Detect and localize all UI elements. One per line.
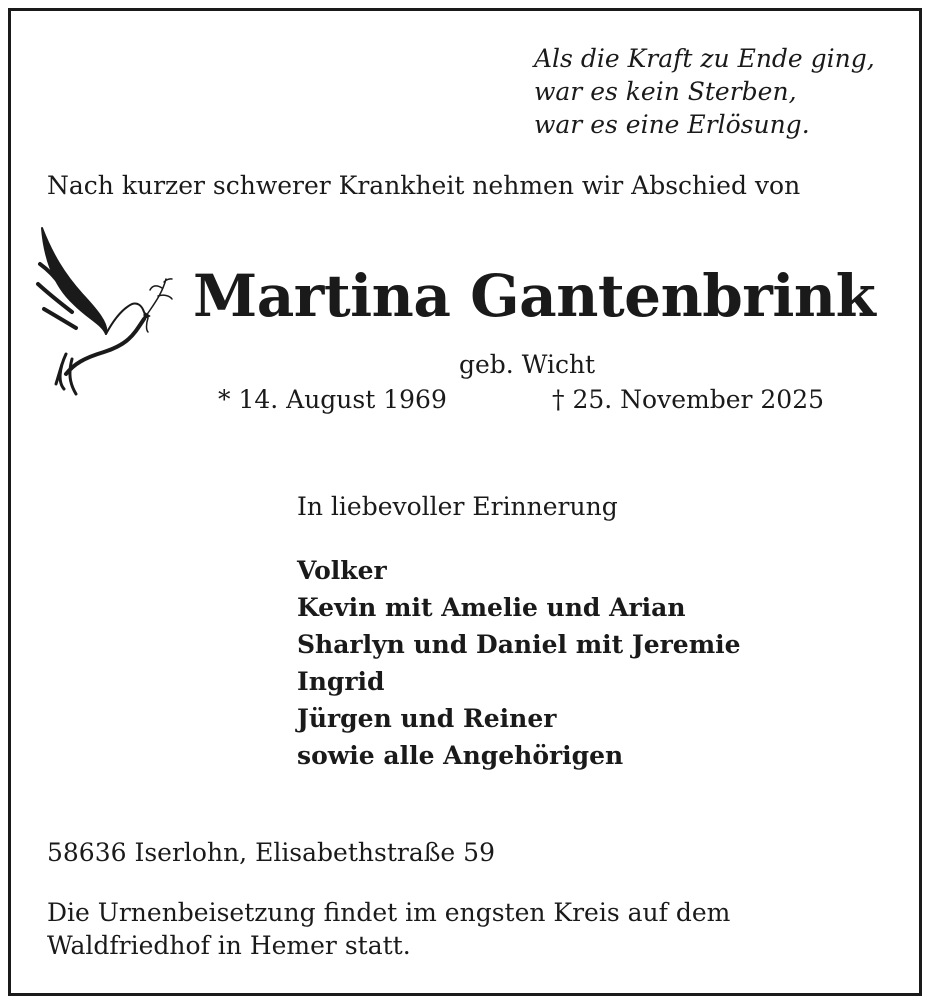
death-date: † 25. November 2025 — [552, 385, 825, 414]
memory-line: In liebevoller Erinnerung — [297, 492, 618, 521]
maiden-name: geb. Wicht — [459, 350, 596, 379]
family-member: sowie alle Angehörigen — [297, 741, 624, 770]
deceased-name: Martina Gantenbrink — [193, 262, 876, 330]
address: 58636 Iserlohn, Elisabethstraße 59 — [47, 838, 495, 867]
quote — [534, 42, 875, 141]
quote-line: war es kein Sterben, — [534, 77, 797, 106]
burial-line: Die Urnenbeisetzung findet im engsten Kreis auf dem — [47, 898, 731, 927]
dove-with-olive-branch-icon — [34, 224, 174, 399]
birth-date: * 14. August 1969 — [218, 385, 447, 414]
family-member: Kevin mit Amelie und Arian — [297, 593, 686, 622]
family-member: Sharlyn und Daniel mit Jeremie — [297, 630, 741, 659]
quote-line: Als die Kraft zu Ende ging, — [534, 44, 875, 73]
family-member: Ingrid — [297, 667, 385, 696]
family-member: Volker — [297, 556, 387, 585]
family-list — [297, 552, 741, 774]
family-member: Jürgen und Reiner — [297, 704, 557, 733]
burial-line: Waldfriedhof in Hemer statt. — [47, 931, 411, 960]
quote-line: war es eine Erlösung. — [534, 110, 810, 139]
intro-text: Nach kurzer schwerer Krankheit nehmen wir Abschied von — [47, 171, 801, 200]
burial-info — [47, 896, 730, 962]
